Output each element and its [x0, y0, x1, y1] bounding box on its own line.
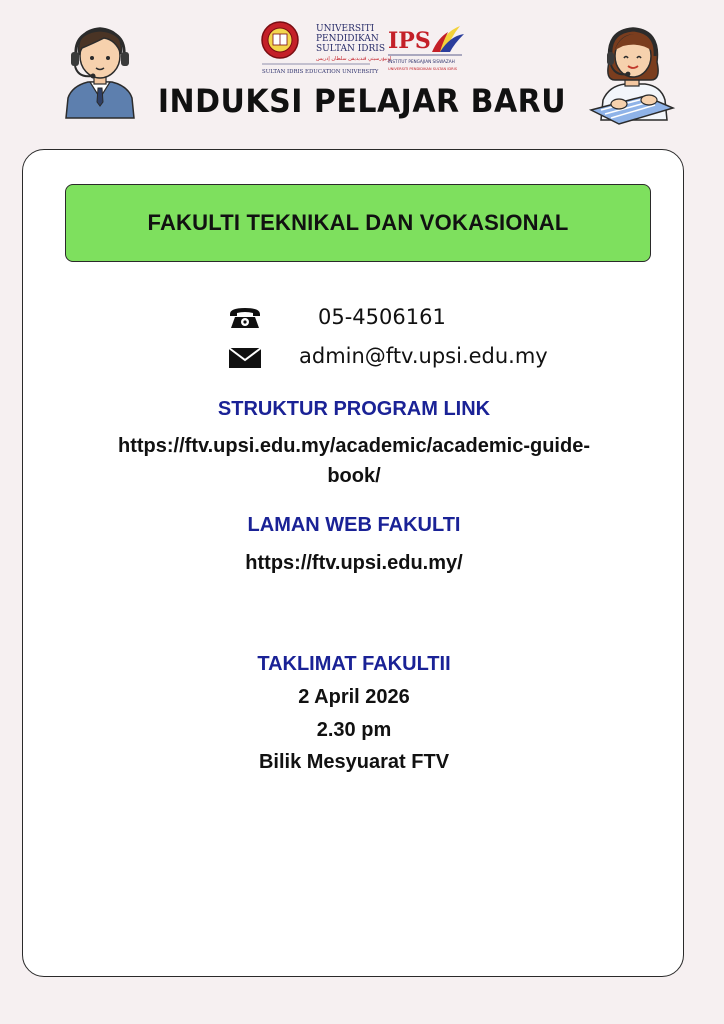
ips-logo-line1: INSTITUT PENGAJIAN SISWAZAH — [388, 59, 455, 64]
page-header — [0, 0, 724, 140]
ips-logo — [386, 22, 466, 78]
email-row — [23, 342, 685, 372]
phone-row — [23, 303, 685, 333]
upsi-logo-line3: SULTAN IDRIS — [316, 44, 386, 54]
envelope-icon — [228, 347, 262, 369]
upsi-logo-line2: PENDIDIKAN — [316, 34, 379, 44]
page-title: INDUKSI PELAJAR BARU — [157, 82, 567, 121]
program-structure-link[interactable] — [73, 431, 635, 491]
female-operator-icon — [585, 20, 679, 124]
faculty-name: FAKULTI TEKNIKAL DAN VOKASIONAL — [147, 210, 569, 235]
faculty-banner — [65, 184, 651, 262]
ips-logo-abbr: IPS — [388, 28, 431, 54]
info-card — [22, 149, 684, 977]
ips-logo-line2: UNIVERSITI PENDIDIKAN SULTAN IDRIS — [388, 67, 457, 71]
program-structure-heading: STRUKTUR PROGRAM LINK — [217, 398, 491, 420]
program-structure-link-line2: book/ — [327, 465, 381, 487]
program-structure-link-line1: https://ftv.upsi.edu.my/academic/academic-guide- — [118, 435, 590, 457]
briefing-time: 2.30 pm — [316, 719, 392, 741]
website-url[interactable]: https://ftv.upsi.edu.my/ — [245, 552, 463, 574]
phone-number: 05-4506161 — [318, 305, 446, 329]
upsi-logo — [258, 20, 392, 78]
upsi-logo-tagline: SULTAN IDRIS EDUCATION UNIVERSITY — [262, 69, 379, 75]
male-operator-icon — [58, 18, 142, 118]
telephone-icon — [228, 306, 262, 330]
upsi-logo-jawi: اونيۏرسيتي ڤنديديقن سلطان إدريس — [316, 56, 392, 62]
briefing-venue: Bilik Mesyuarat FTV — [258, 751, 450, 773]
email-address[interactable]: admin@ftv.upsi.edu.my — [299, 344, 548, 368]
website-heading: LAMAN WEB FAKULTI — [247, 514, 461, 536]
upsi-logo-line1: UNIVERSITI — [316, 24, 375, 34]
briefing-date: 2 April 2026 — [298, 686, 410, 708]
briefing-heading: TAKLIMAT FAKULTII — [257, 653, 451, 675]
